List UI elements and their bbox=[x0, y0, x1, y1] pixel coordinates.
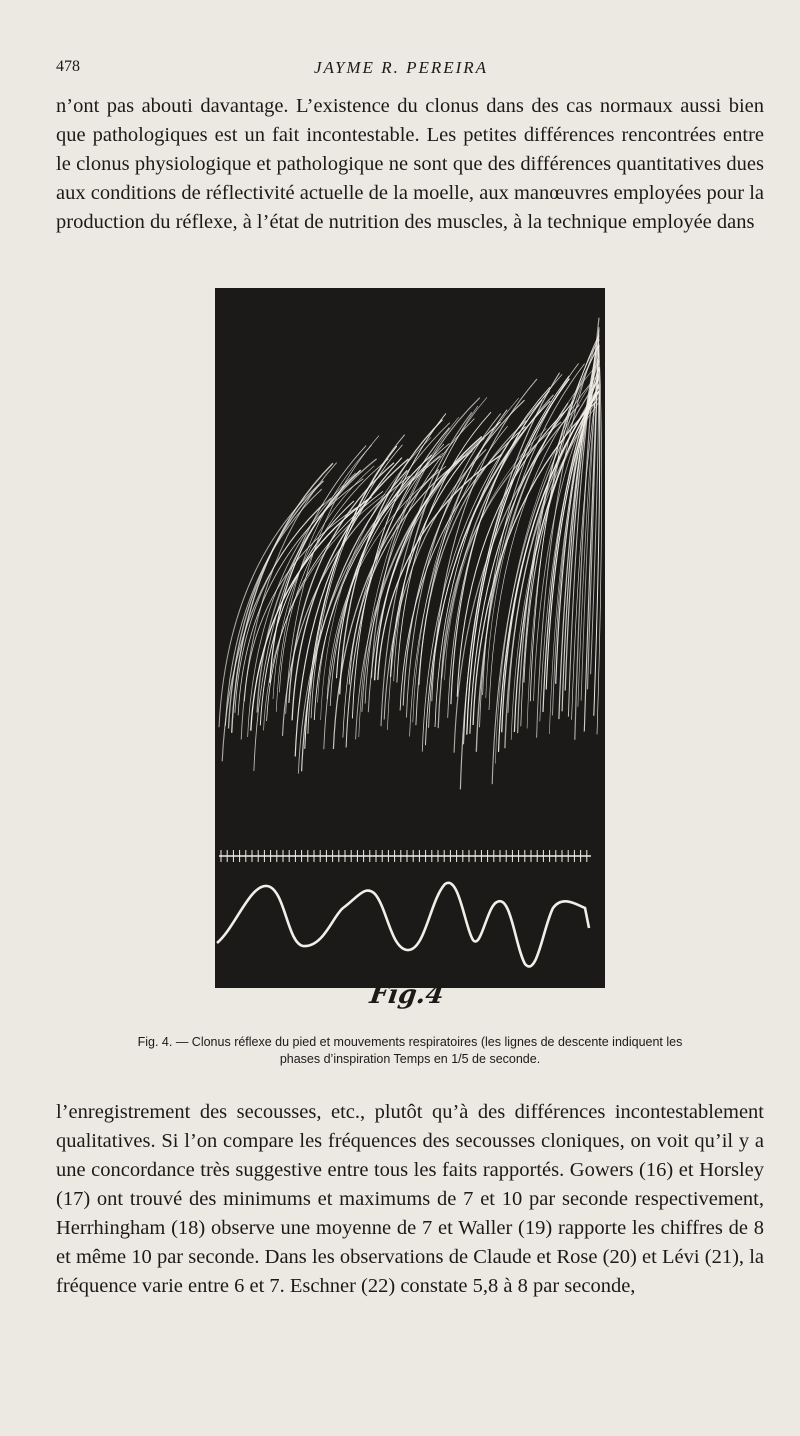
kymograph-plate bbox=[215, 288, 605, 988]
kymograph-figure bbox=[215, 288, 605, 988]
figure-handwritten-label: Fig.4 bbox=[367, 980, 446, 1010]
body-paragraph-bottom: l’enregistrement des secousses, etc., plutôt qu’à des différences incontestablement qualitatives. Si l’on compare les fréquences des secousses cloniques, on voit qu’il y a une concordance très suggestive entre tous les faits rapportés. Gowers (16) et Horsley (17) ont trouvé des minimums et maximums de 7 et 10 par seconde respectivement, Herrhingham (18) observe une moyenne de 7 et Waller (19) rapporte les chiffres de 8 et même 10 par seconde. Dans les observations de Claude et Rose (20) et Lévi (21), la fréquence varie entre 6 et 7. Eschner (22) constate 5,8 à 8 par seconde, bbox=[56, 1101, 764, 1297]
running-head bbox=[56, 58, 746, 88]
page-number: 478 bbox=[56, 58, 80, 75]
body-paragraph-top: n’ont pas abouti davantage. L’existence du clonus dans des cas normaux aussi bien que pathologiques est un fait incontestable. Les petites différences rencontrées entre le clonus physiologique et pathologique ne sont que des différences quantitatives dues aux conditions de réflectivité actuelle de la moelle, aux manœuvres employées pour la production du réflexe, à l’état de nutrition des muscles, à la technique employée dans bbox=[56, 95, 764, 233]
running-title: JAYME R. PEREIRA bbox=[313, 58, 489, 77]
figure-caption: Fig. 4. — Clonus réflexe du pied et mouvements respiratoires (les lignes de descente indiquent les phases d’inspiration Temps en 1/5 de seconde. bbox=[137, 1035, 683, 1066]
